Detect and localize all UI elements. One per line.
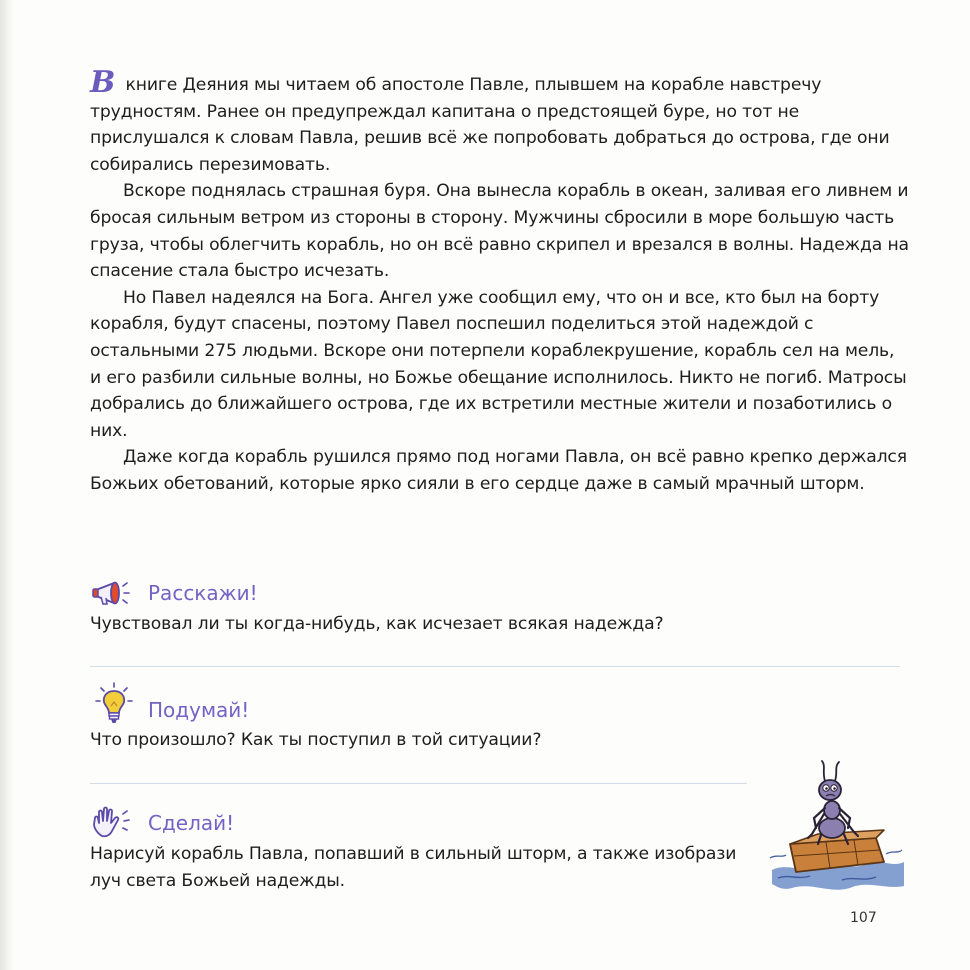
drop-cap: В [90,65,116,100]
story-paragraph-1 [90,65,910,178]
think-title: Подумай! [148,698,250,722]
tell-title: Расскажи! [148,581,258,605]
story-paragraph-1-text: книге Деяния мы читаем об апостоле Павле, плывшем на корабле навстречу трудностям. Ранее он предупреждал капитана о предстоящей буре, но тот не прислушался к словам Павла, решив всё же попробовать добраться до острова, где они собирались перезимовать. [90,75,890,175]
lightbulb-icon [90,682,140,726]
page-number: 107 [850,910,877,926]
tell-section [90,576,910,638]
think-header [90,682,910,726]
do-text: Нарисуй корабль Павла, попавший в сильный шторм, а также изобрази луч света Божьей надежды. [90,844,737,891]
story-text [90,65,910,498]
tell-text: Чувствовал ли ты когда-нибудь, как исчезает всякая надежда? [90,614,664,634]
ant-on-raft-illustration [768,758,908,898]
think-text: Что произошло? Как ты поступил в той ситуации? [90,730,542,750]
megaphone-icon [90,577,140,609]
hand-icon [90,806,140,840]
divider-2 [90,783,747,784]
story-paragraph-3: Но Павел надеялся на Бога. Ангел уже сообщил ему, что он и все, кто был на борту корабля, будут спасены, поэтому Павел поспешил поделиться этой надеждой с остальными 275 людьми. Вскоре они потерпели кораблекрушение, корабль сел на мель, и его разбили сильные волны, но Божье обещание исполнилось. Никто не погиб. Матросы добрались до ближайшего острова, где их встретили местные жители и позаботились о них. [90,287,907,441]
tell-header [90,576,910,610]
do-title: Сделай! [148,811,235,835]
think-section [90,682,910,754]
page-edge [0,0,14,970]
story-paragraph-2: Вскоре поднялась страшная буря. Она вынесла корабль в океан, заливая его ливнем и бросая сильным ветром из стороны в сторону. Мужчины сбросили в море большую часть груза, чтобы облегчить корабль, но он всё равно скрипел и врезался в волны. Надежда на спасение стала быстро исчезать. [90,181,909,282]
story-paragraph-4: Даже когда корабль рушился прямо под ногами Павла, он всё равно крепко держался Божьих обетований, которые ярко сияли в его сердце даже в самый мрачный шторм. [90,447,907,494]
divider-1 [90,666,900,667]
